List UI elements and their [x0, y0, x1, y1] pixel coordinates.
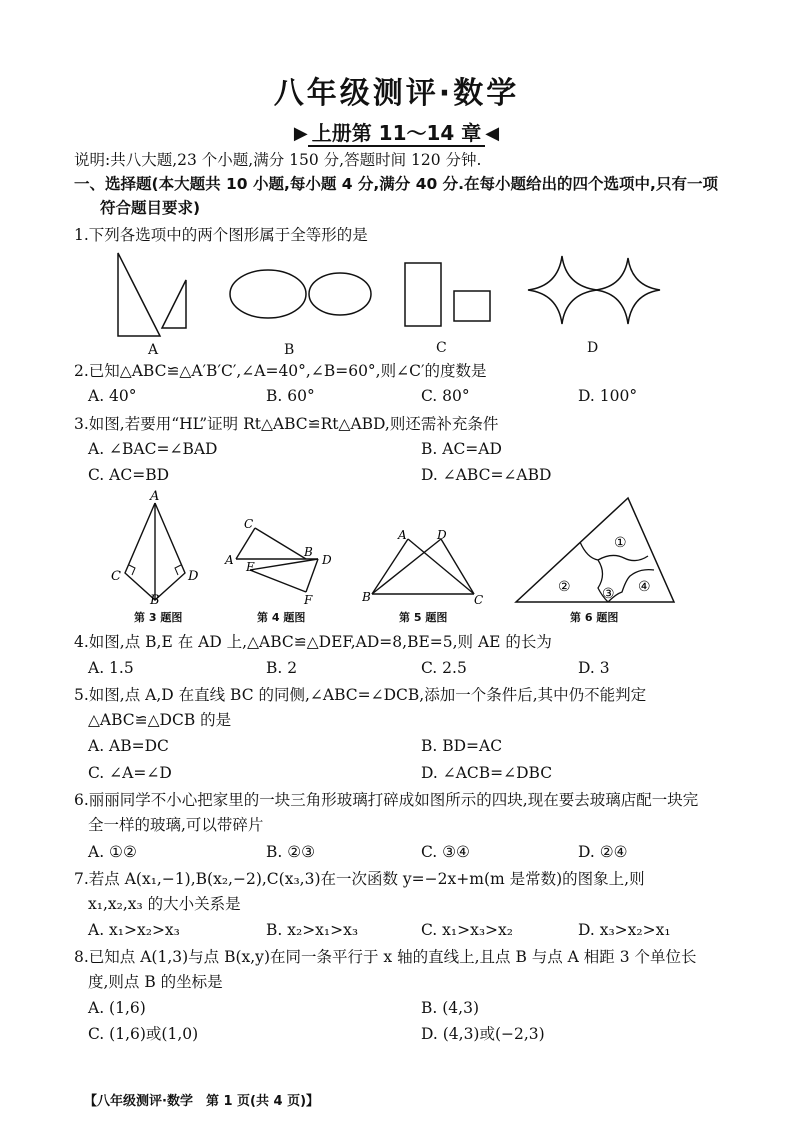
question-7-option-b: B. x₂>x₁>x₃ [266, 921, 359, 939]
fig6-piece-3: ③ [602, 586, 615, 602]
question-6-option-c: C. ③④ [421, 843, 470, 861]
fig4-label-f: F [304, 593, 313, 607]
option-b-left-ellipse [230, 270, 306, 318]
page-subtitle [0, 117, 793, 146]
figure-4 [222, 514, 342, 609]
fig4-label-a: A [225, 553, 234, 567]
fig6-piece-4: ④ [638, 579, 651, 595]
fig4-label-b: B [304, 545, 313, 559]
option-b-right-ellipse [309, 273, 371, 315]
figure-3 [108, 488, 208, 608]
section-heading: 一、选择题(本大题共 10 小题,每小题 4 分,满分 40 分.在每小题给出的四个选项中,只有一项 [74, 175, 718, 193]
chapter-range: 上册第 11～14 章 [308, 121, 486, 147]
question-2-stem: 2.已知△ABC≌△A′B′C′,∠A=40°,∠B=60°,则∠C′的度数是 [74, 362, 487, 380]
question-6-option-b: B. ②③ [266, 843, 316, 861]
question-4-option-d: D. 3 [578, 659, 610, 677]
figure-6 [512, 494, 677, 606]
question-5-stem-cont: △ABC≌△DCB 的是 [88, 711, 232, 729]
question-5-option-d: D. ∠ACB=∠DBC [421, 764, 553, 782]
fig3-label-c: C [111, 569, 121, 584]
question-5-option-a: A. AB=DC [88, 737, 169, 755]
fig6-piece-1: ① [614, 535, 627, 551]
option-d-right-star [596, 258, 660, 324]
question-7-option-a: A. x₁>x₂>x₃ [88, 921, 180, 939]
left-triangle-icon: ◀ [485, 123, 500, 144]
question-8-stem: 8.已知点 A(1,3)与点 B(x,y)在同一条平行于 x 轴的直线上,且点 B 与点 A 相距 3 个单位长 [74, 948, 697, 966]
question-3-option-b: B. AC=AD [421, 440, 502, 458]
fig4-label-d: D [322, 553, 332, 567]
figure-4-caption: 第 4 题图 [257, 611, 306, 624]
option-a-small-triangle [162, 280, 186, 328]
question-6-stem-cont: 全一样的玻璃,可以带碎片 [88, 816, 264, 834]
question-4-stem: 4.如图,点 B,E 在 AD 上,△ABC≌△DEF,AD=8,BE=5,则 AE 的长为 [74, 633, 552, 651]
option-d-left-star [528, 256, 597, 324]
right-triangle-icon: ▶ [293, 123, 308, 144]
question-1-figures [100, 248, 700, 343]
question-1-label-b: B [284, 342, 295, 358]
figure-6-caption: 第 6 题图 [570, 611, 619, 624]
question-8-option-a: A. (1,6) [88, 999, 146, 1017]
question-8-stem-cont: 度,则点 B 的坐标是 [88, 973, 223, 991]
figure-5-caption: 第 5 题图 [399, 611, 448, 624]
question-1-label-d: D [587, 340, 599, 356]
figure-3-caption: 第 3 题图 [134, 611, 183, 624]
question-7-option-d: D. x₃>x₂>x₁ [578, 921, 671, 939]
option-a-large-triangle [118, 253, 160, 336]
option-c-tall-rectangle [405, 263, 441, 326]
question-1-label-a: A [148, 342, 159, 358]
fig5-label-a: A [398, 528, 407, 542]
question-5-option-c: C. ∠A=∠D [88, 764, 172, 782]
question-3-stem: 3.如图,若要用“HL”证明 Rt△ABC≌Rt△ABD,则还需补充条件 [74, 415, 499, 433]
question-7-stem: 7.若点 A(x₁,−1),B(x₂,−2),C(x₃,3)在一次函数 y=−2x+m(m 是常数)的图象上,则 [74, 870, 645, 888]
question-1-label-c: C [436, 340, 447, 356]
question-6-stem: 6.丽丽同学不小心把家里的一块三角形玻璃打碎成如图所示的四块,现在要去玻璃店配一块完 [74, 791, 699, 809]
fig4-label-e: E [246, 560, 255, 574]
question-1-stem: 1.下列各选项中的两个图形属于全等形的是 [74, 226, 368, 244]
page-title: 八年级测评·数学 [273, 76, 520, 111]
fig3-label-d: D [188, 569, 199, 584]
section-heading-cont: 符合题目要求) [100, 199, 201, 217]
question-3-option-a: A. ∠BAC=∠BAD [88, 440, 218, 458]
question-3-option-d: D. ∠ABC=∠ABD [421, 466, 552, 484]
fig6-piece-2: ② [558, 579, 571, 595]
question-7-option-c: C. x₁>x₃>x₂ [421, 921, 514, 939]
fig3-label-a: A [150, 489, 160, 504]
question-4-option-a: A. 1.5 [88, 659, 134, 677]
question-3-option-c: C. AC=BD [88, 466, 170, 484]
question-7-stem-cont: x₁,x₂,x₃ 的大小关系是 [88, 895, 241, 913]
question-6-option-a: A. ①② [88, 843, 137, 861]
question-2-option-b: B. 60° [266, 387, 315, 405]
figure-5 [362, 526, 492, 606]
instructions: 说明:共八大题,23 个小题,满分 150 分,答题时间 120 分钟. [74, 151, 482, 169]
question-6-option-d: D. ②④ [578, 843, 628, 861]
question-5-option-b: B. BD=AC [421, 737, 503, 755]
page-footer: 【八年级测评·数学 第 1 页(共 4 页)】 [84, 1094, 320, 1109]
question-2-option-a: A. 40° [88, 387, 137, 405]
fig4-label-c: C [244, 517, 254, 531]
question-8-option-b: B. (4,3) [421, 999, 479, 1017]
option-c-small-rectangle [454, 291, 490, 321]
question-4-option-b: B. 2 [266, 659, 298, 677]
fig3-label-b: B [150, 593, 160, 608]
question-2-option-d: D. 100° [578, 387, 638, 405]
question-8-option-d: D. (4,3)或(−2,3) [421, 1025, 545, 1043]
fig5-label-c: C [474, 593, 484, 606]
question-8-option-c: C. (1,6)或(1,0) [88, 1025, 199, 1043]
question-4-option-c: C. 2.5 [421, 659, 467, 677]
question-5-stem: 5.如图,点 A,D 在直线 BC 的同侧,∠ABC=∠DCB,添加一个条件后,其中仍不能判定 [74, 686, 647, 704]
question-2-option-c: C. 80° [421, 387, 470, 405]
fig5-label-b: B [362, 590, 371, 604]
fig5-label-d: D [437, 528, 447, 542]
